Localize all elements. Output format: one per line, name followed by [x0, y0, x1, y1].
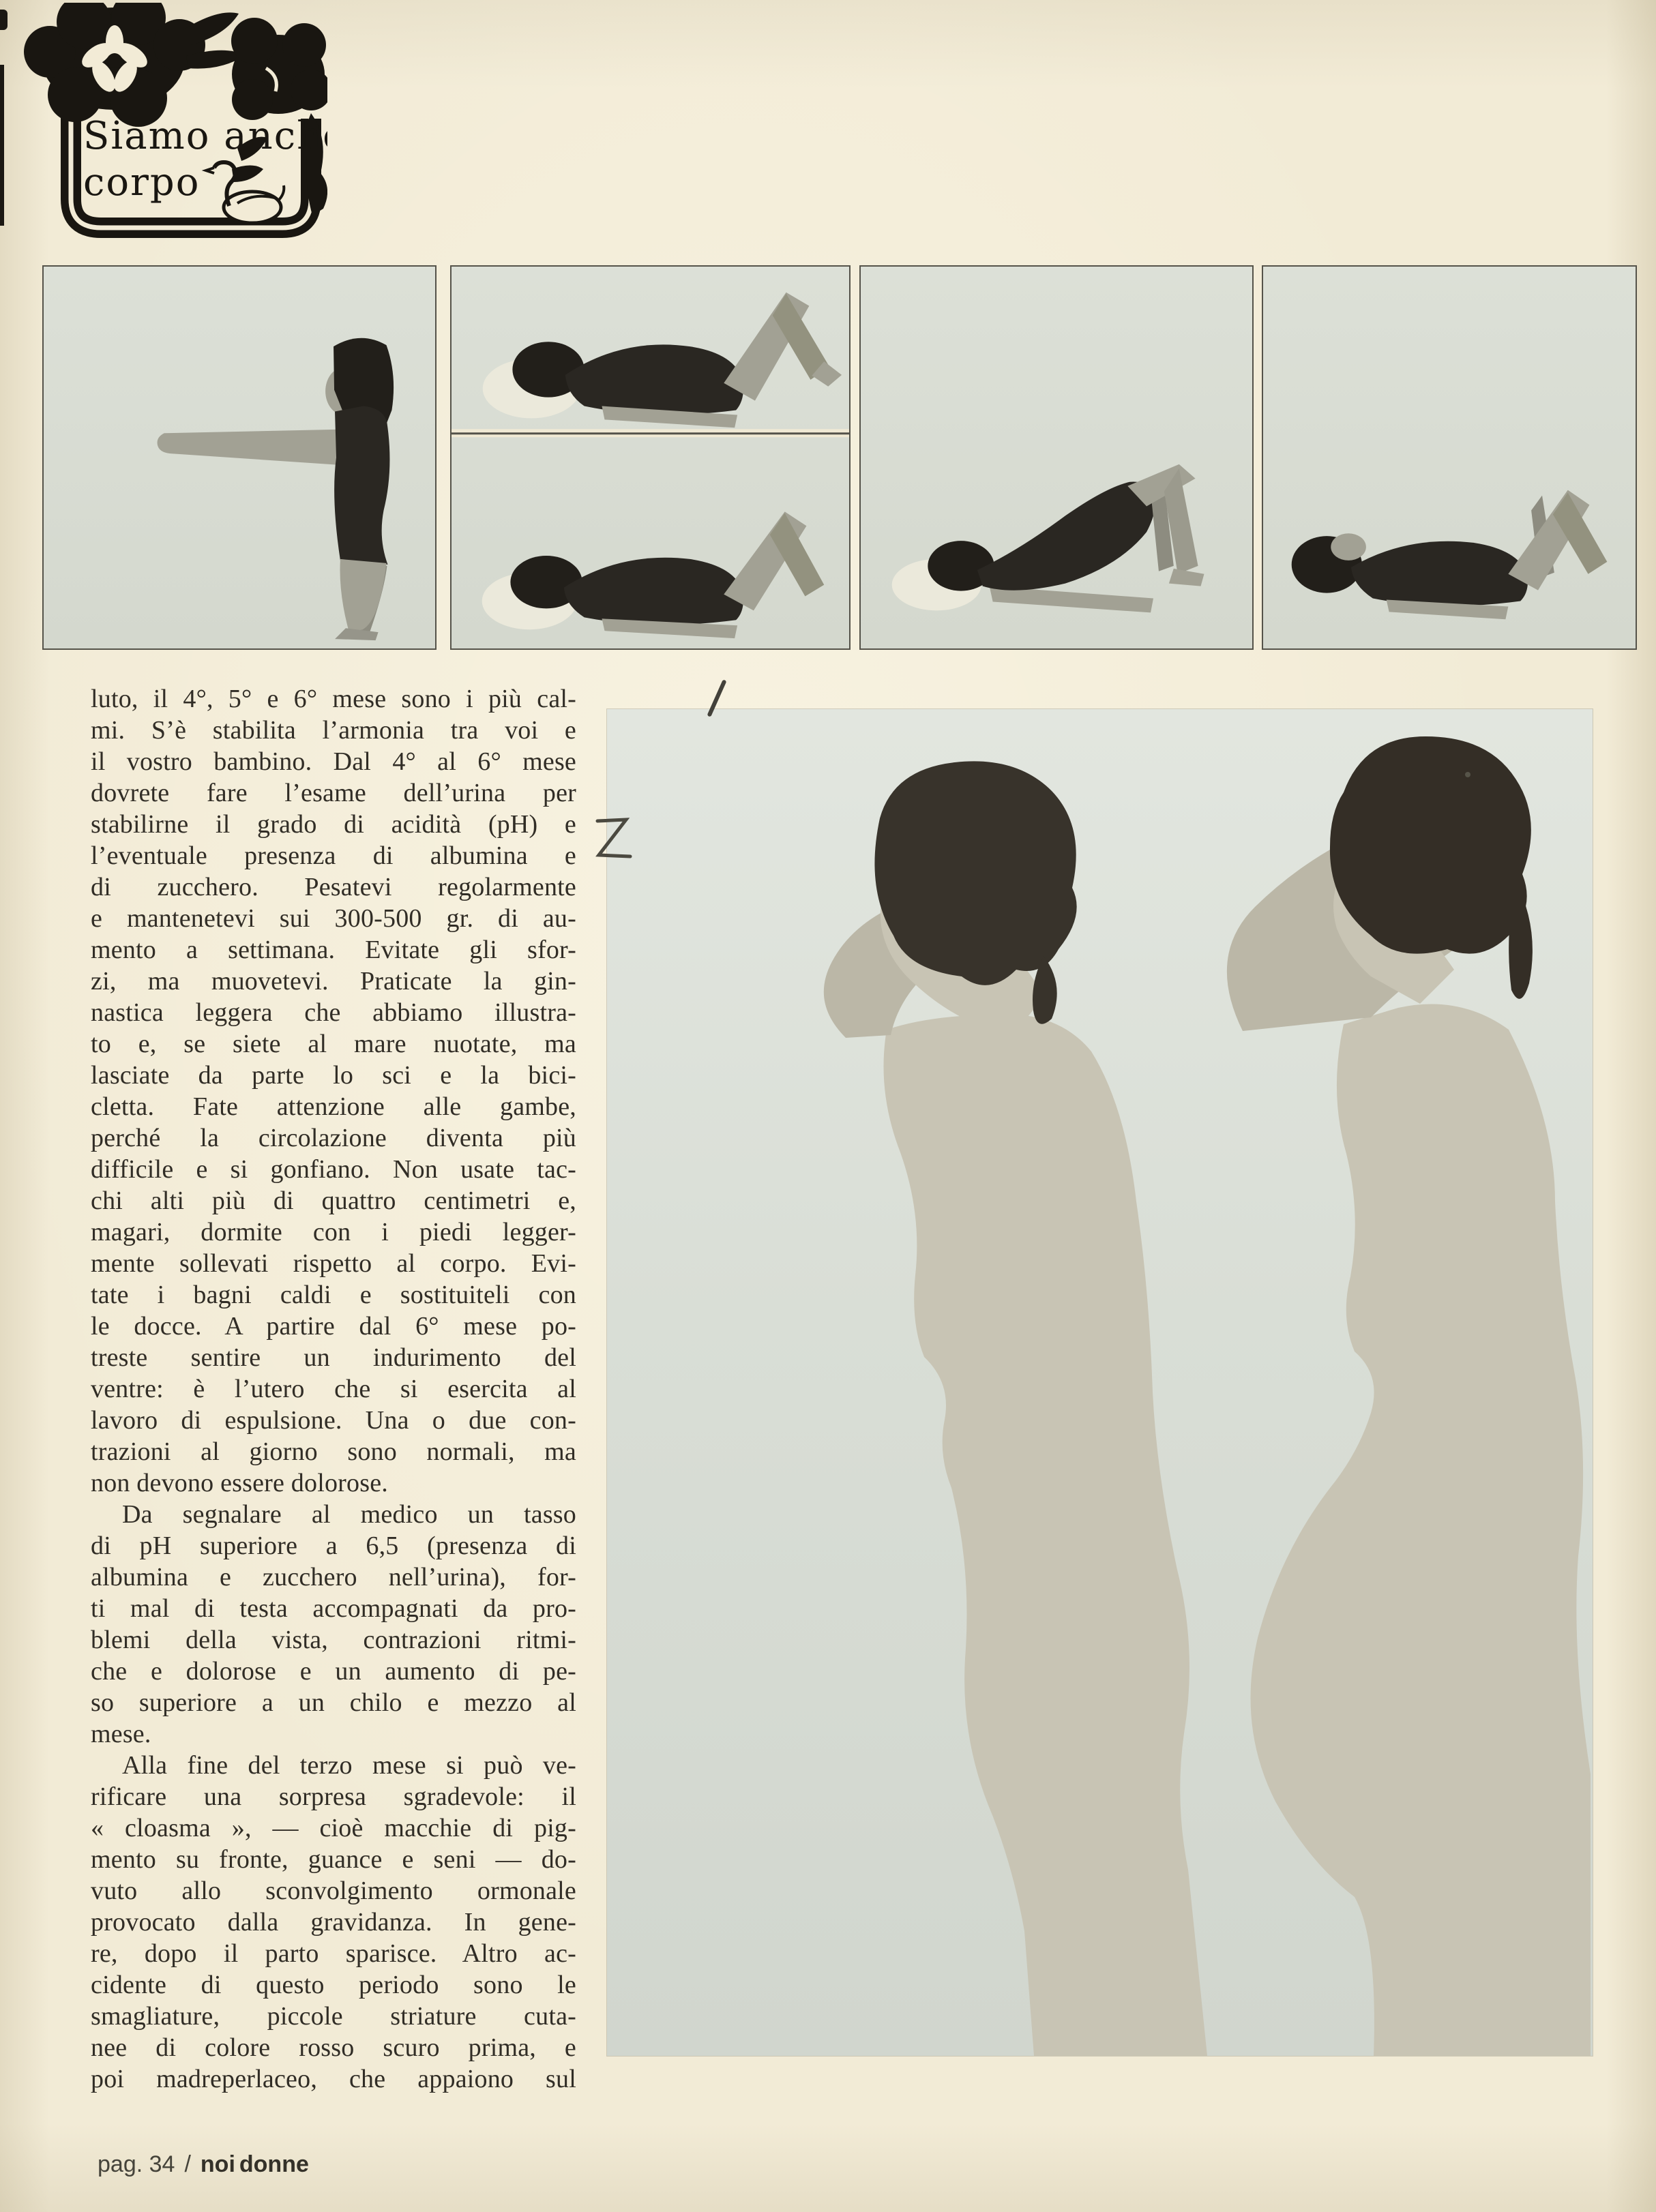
text-line: perché la circolazione diventa più [91, 1124, 576, 1152]
article-paragraph [91, 683, 576, 1499]
page-number: pag. 34 [98, 2151, 175, 2177]
text-line: poi madreperlaceo, che appaiono sul [91, 2065, 576, 2093]
text-line: zi, ma muovetevi. Praticate la gin- [91, 967, 576, 996]
page-footer [98, 2149, 309, 2179]
exercise-photo-1 [42, 265, 437, 650]
exercise-photo-2 [450, 265, 851, 650]
text-line: treste sentire un indurimento del [91, 1343, 576, 1372]
text-line: le docce. A partire dal 6° mese po- [91, 1312, 576, 1341]
article-text-column [91, 683, 576, 2095]
text-line: luto, il 4°, 5° e 6° mese sono i più cal- [91, 685, 576, 713]
text-line: magari, dormite con i piedi legger- [91, 1218, 576, 1246]
scan-edge-artifact [0, 10, 8, 30]
text-line: lasciate da parte lo sci e la bici- [91, 1061, 576, 1090]
magazine-logotype [201, 2149, 309, 2179]
text-line: smagliature, piccole striature cuta- [91, 2002, 576, 2031]
text-line: mento a settimana. Evitate gli sfor- [91, 936, 576, 964]
text-line: di pH superiore a 6,5 (presenza di [91, 1531, 576, 1560]
text-line: so superiore a un chilo e mezzo al [91, 1688, 576, 1717]
exercise-photo-3 [859, 265, 1254, 650]
scan-edge-artifact [0, 65, 4, 226]
text-line: cletta. Fate attenzione alle gambe, [91, 1092, 576, 1121]
text-line: Da segnalare al medico un tasso [122, 1500, 576, 1529]
text-line: mento su fronte, guance e seni — do- [91, 1845, 576, 1874]
text-line: Alla fine del terzo mese si può ve- [122, 1751, 576, 1780]
article-paragraph [91, 1499, 576, 1750]
exercise-photo-4 [1262, 265, 1637, 650]
magazine-name-part2: donne [239, 2151, 309, 2177]
text-line: mese. [91, 1720, 151, 1748]
text-line: il vostro bambino. Dal 4° al 6° mese [91, 747, 576, 776]
section-logo [12, 3, 327, 248]
magazine-name-part1: noi [200, 2151, 235, 2177]
article-paragraph [91, 1750, 576, 2095]
section-title-line2: corpo [83, 160, 201, 205]
pen-mark-z [595, 816, 637, 863]
text-line: chi alti più di quattro centimetri e, [91, 1186, 576, 1215]
text-line: dovrete fare l’esame dell’urina per [91, 779, 576, 807]
lying-figure-two-frames-illustration [452, 267, 849, 648]
main-photo [607, 709, 1593, 2056]
standing-figure-illustration [44, 267, 435, 648]
text-line: non devono essere dolorose. [91, 1469, 388, 1497]
text-line: cidente di questo periodo sono le [91, 1971, 576, 1999]
text-line: albumina e zucchero nell’urina), for- [91, 1563, 576, 1591]
text-line: mi. S’è stabilita l’armonia tra voi e [91, 716, 576, 745]
text-line: blemi della vista, contrazioni ritmi- [91, 1626, 576, 1654]
text-line: provocato dalla gravidanza. In gene- [91, 1908, 576, 1937]
text-line: stabilirne il grado di acidità (pH) e [91, 810, 576, 839]
text-line: vuto allo sconvolgimento ormonale [91, 1877, 576, 1905]
text-line: l’eventuale presenza di albumina e [91, 841, 576, 870]
text-line: lavoro di espulsione. Una o due con- [91, 1406, 576, 1435]
section-title-line1: Siamo anche [83, 114, 327, 158]
text-line: mente sollevati rispetto al corpo. Evi- [91, 1249, 576, 1278]
footer-separator: / [184, 2151, 191, 2177]
two-profiles-illustration [607, 709, 1593, 2056]
text-line: nee di colore rosso scuro prima, e [91, 2033, 576, 2062]
text-line: nastica leggera che abbiamo illustra- [91, 998, 576, 1027]
text-line: to e, se siete al mare nuotate, ma [91, 1030, 576, 1058]
text-line: e mantenetevi sui 300-500 gr. di au- [91, 904, 576, 933]
text-line: rificare una sorpresa sgradevole: il [91, 1782, 576, 1811]
bridge-pose-illustration [861, 267, 1252, 648]
text-line: di zucchero. Pesatevi regolarmente [91, 873, 576, 901]
left-figure [824, 761, 1207, 2056]
text-line: re, dopo il parto sparisce. Altro ac- [91, 1939, 576, 1968]
lying-knees-bent-illustration [1263, 267, 1636, 648]
text-line: ventre: è l’utero che si esercita al [91, 1375, 576, 1403]
text-line: che e dolorose e un aumento di pe- [91, 1657, 576, 1686]
right-figure-pregnant [1227, 736, 1591, 2056]
text-line: « cloasma », — cioè macchie di pig- [91, 1814, 576, 1842]
text-line: trazioni al giorno sono normali, ma [91, 1437, 576, 1466]
text-line: difficile e si gonfiano. Non usate tac- [91, 1155, 576, 1184]
art-nouveau-frame-illustration [12, 3, 327, 248]
text-line: ti mal di testa accompagnati da pro- [91, 1594, 576, 1623]
text-line: tate i bagni caldi e sostituiteli con [91, 1281, 576, 1309]
